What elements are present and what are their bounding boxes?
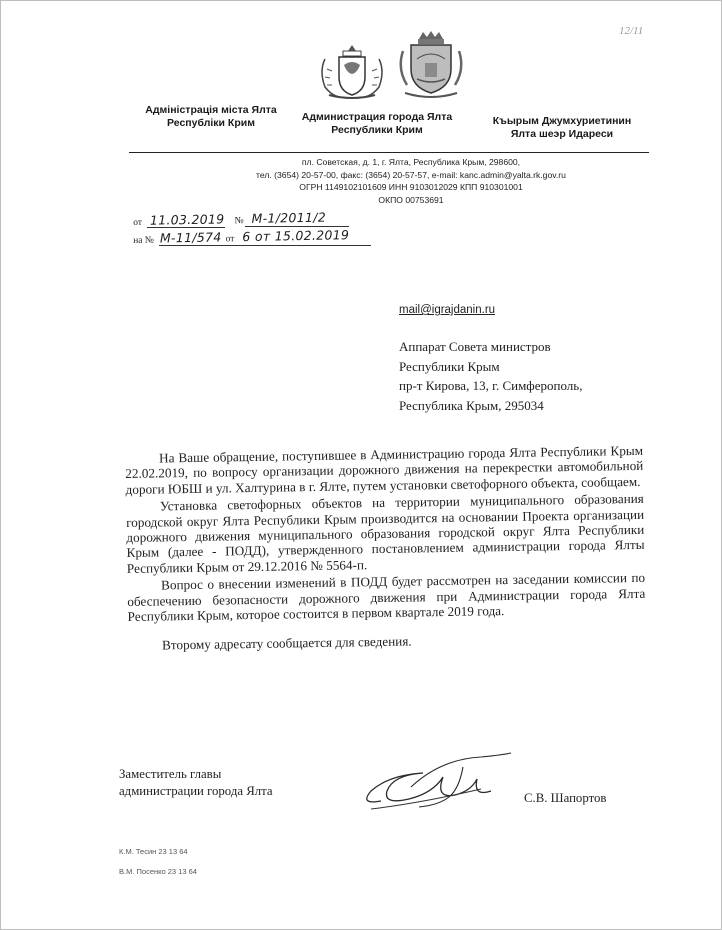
reply-registration: на № М-11/574 от 6 от 15.02.2019: [133, 227, 350, 246]
executor-1: К.М. Тесин 23 13 64: [119, 847, 188, 856]
org-requisites: пл. Советская, д. 1, г. Ялта, Республика Крым, 298600, тел. (3654) 20-57-00, факс: (3654) 20-57-57, e-mail: kanc.admin@yalta.rk.gov.ru ОГРН 1149102101609 ИНН 9103012029 КПП 910301001 ОКПО 00753691: [256, 157, 566, 205]
paragraph-1: На Ваше обращение, поступившее в Администрацию города Ялта Республики Крым 22.02.2019, по вопросу организации дорожного движения на перекрестки автомобильной дороги ЮБШ и ул. Халтурина в г. Ялте, путем установки светофорного объекта, сообщаем.: [125, 442, 644, 497]
paragraph-3: Вопрос о внесении изменений в ПОДД будет рассмотрен на заседании комиссии по обеспечению безопасности дорожного движения при Администрации города Ялта Республики Крым, которое состоится в первом квартале 2019 года.: [127, 570, 646, 625]
outgoing-date: 11.03.2019: [149, 211, 225, 228]
crimea-coat-of-arms-icon: [317, 39, 387, 101]
reply-number: М-11/574: [159, 229, 222, 246]
header-divider: [129, 152, 649, 153]
yalta-coat-of-arms-icon: [397, 29, 465, 101]
signatory-position: Заместитель главы администрации города Ялта: [119, 767, 273, 798]
outgoing-number: М-1/2011/2: [251, 209, 327, 226]
letter-body: [125, 443, 646, 654]
org-name-russian: Администрация города Ялта Республики Крим: [301, 111, 453, 136]
reply-date: 6 от 15.02.2019: [242, 227, 350, 245]
corner-handwritten-note: 12/11: [619, 25, 644, 37]
executor-2: В.М. Посенко 23 13 64: [119, 867, 197, 876]
paragraph-2: Установка светофорных объектов на территории муниципального образования городской округ Ялта Республики Крым производится на основании Проекта организации дорожного движения муниципального образования городской округ Ялта Республики Крым (далее - ПОДД), утвержденного постановлением администрации города Ялты Республики Крым от 29.12.2016 № 5564-п.: [125, 491, 645, 576]
handwritten-signature: [351, 743, 531, 823]
recipient-email: mail@igrajdanin.ru: [399, 304, 496, 316]
org-name-crimean-tatar: Къырым Джумхуриетинин Ялта шеэр Идареси: [492, 115, 632, 140]
signatory-name: С.В. Шапортов: [524, 791, 607, 805]
org-name-ukrainian: Адміністрація міста Ялта Республіки Крим: [145, 104, 277, 129]
recipient-address: Аппарат Совета министров Республики Крым пр-т Кирова, 13, г. Симферополь, Республика Крым, 295034: [399, 339, 583, 413]
outgoing-registration: от 11.03.2019 № М-1/2011/2: [133, 209, 327, 228]
paragraph-4: Второму адресату сообщается для сведения.: [161, 633, 412, 653]
reply-underline: [159, 245, 371, 246]
